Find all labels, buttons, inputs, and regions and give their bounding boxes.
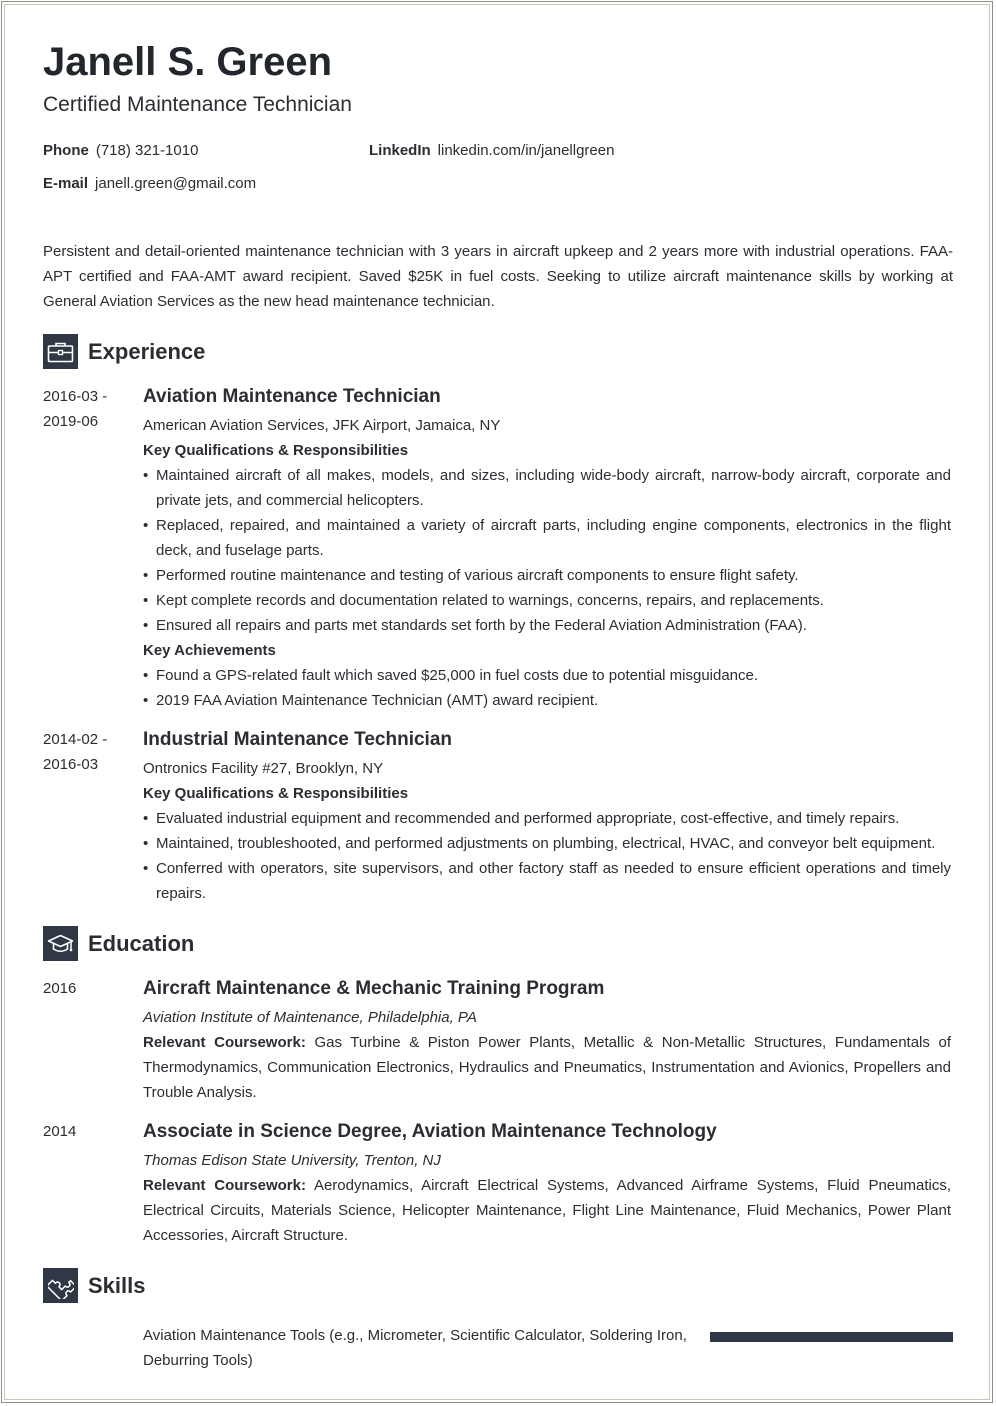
experience-title: Experience: [88, 338, 206, 364]
education-entry: [43, 1119, 953, 1248]
coursework-label: Relevant Coursework:: [143, 1034, 306, 1051]
qualifications-list: [143, 806, 951, 906]
education-title: Education: [88, 930, 195, 956]
puzzle-icon: [43, 1268, 78, 1303]
education-date: 2014: [43, 1123, 77, 1140]
list-item: • Found a GPS-related fault which saved $25,000 in fuel costs due to potential misguidance.: [143, 663, 951, 688]
list-item: • 2019 FAA Aviation Maintenance Technician (AMT) award recipient.: [143, 688, 951, 713]
contact-phone: [43, 142, 198, 159]
job-title: Industrial Maintenance Technician: [143, 729, 452, 750]
coursework: [143, 1030, 951, 1105]
degree-title: Aircraft Maintenance & Mechanic Training Program: [143, 978, 605, 999]
briefcase-icon: [43, 334, 78, 369]
list-item: • Performed routine maintenance and testing of various aircraft components to ensure flight safety.: [143, 563, 951, 588]
job-company: Ontronics Facility #27, Brooklyn, NY: [143, 760, 384, 777]
skills-title: Skills: [88, 1272, 146, 1298]
skills-header: [43, 1268, 953, 1303]
achievements-heading: Key Achievements: [143, 642, 276, 659]
list-item: • Kept complete records and documentation related to warnings, concerns, repairs, and replacements.: [143, 588, 951, 613]
email-label: E-mail: [43, 175, 89, 192]
resume: [43, 38, 953, 1373]
school-name: Thomas Edison State University, Trenton, NJ: [143, 1152, 441, 1169]
school-name: Aviation Institute of Maintenance, Philadelphia, PA: [143, 1009, 477, 1026]
candidate-name: Janell S. Green: [43, 40, 333, 84]
list-item: • Evaluated industrial equipment and recommended and performed appropriate, cost-effective, and timely repairs.: [143, 806, 951, 831]
qualifications-list: [143, 463, 951, 638]
qualifications-heading: Key Qualifications & Responsibilities: [143, 785, 409, 802]
linkedin-value[interactable]: linkedin.com/in/janellgreen: [437, 142, 615, 159]
qualifications-heading: Key Qualifications & Responsibilities: [143, 442, 409, 459]
education-header: [43, 926, 953, 961]
coursework-label: Relevant Coursework:: [143, 1177, 306, 1194]
list-item: • Ensured all repairs and parts met standards set forth by the Federal Aviation Administration (FAA).: [143, 613, 951, 638]
list-item: • Conferred with operators, site supervisors, and other factory staff as needed to ensure efficient operations and timely repairs.: [143, 856, 951, 906]
experience-entry: [43, 727, 953, 906]
contact-email: [43, 175, 256, 192]
experience-entry: [43, 384, 953, 713]
coursework: [143, 1173, 951, 1248]
skill-name: Aviation Maintenance Tools (e.g., Micrometer, Scientific Calculator, Soldering Iron, Deburring Tools): [143, 1327, 687, 1369]
job-dates: 2016-03 - 2019-06: [43, 388, 108, 430]
education-entry: [43, 976, 953, 1105]
email-value[interactable]: janell.green@gmail.com: [95, 175, 257, 192]
degree-title: Associate in Science Degree, Aviation Maintenance Technology: [143, 1121, 717, 1142]
contact-linkedin: [369, 142, 614, 159]
contact-info: [43, 142, 953, 212]
list-item: • Replaced, repaired, and maintained a variety of aircraft parts, including engine components, electronics in the flight deck, and fuselage parts.: [143, 513, 951, 563]
skill-level-bar: [710, 1332, 953, 1342]
coursework-text: Gas Turbine & Piston Power Plants, Metallic & Non-Metallic Structures, Fundamentals of Thermodynamics, Communication Electronics, Hydraulics and Pneumatics, Instrumentation and Avionics, Propellers and Trouble Analysis.: [143, 1034, 951, 1101]
education-date: 2016: [43, 980, 77, 997]
job-company: American Aviation Services, JFK Airport, Jamaica, NY: [143, 417, 501, 434]
phone-label: Phone: [43, 142, 89, 159]
phone-value: (718) 321-1010: [95, 142, 199, 159]
experience-header: [43, 334, 953, 369]
list-item: • Maintained aircraft of all makes, models, and sizes, including wide-body aircraft, narrow-body aircraft, corporate and private jets, and commercial helicopters.: [143, 463, 951, 513]
linkedin-label: LinkedIn: [369, 142, 431, 159]
coursework-text: Aerodynamics, Aircraft Electrical Systems, Advanced Airframe Systems, Fluid Pneumatics, Electrical Circuits, Materials Science, Helicopter Maintenance, Flight Line Maintenance, Fluid Mechanics, Power Plant Accessories, Aircraft Structure.: [143, 1177, 951, 1244]
summary: Persistent and detail-oriented maintenance technician with 3 years in aircraft upkeep and 2 years more with industrial operations. FAA-APT certified and FAA-AMT award recipient. Saved $25K in fuel costs. Seeking to utilize aircraft maintenance skills by working at General Aviation Services as the new head maintenance technician.: [43, 243, 953, 310]
job-dates: 2014-02 - 2016-03: [43, 731, 108, 773]
job-title: Aviation Maintenance Technician: [143, 386, 441, 407]
graduation-cap-icon: [43, 926, 78, 961]
list-item: • Maintained, troubleshooted, and performed adjustments on plumbing, electrical, HVAC, and conveyor belt equipment.: [143, 831, 951, 856]
skill-item: [143, 1323, 953, 1373]
achievements-list: [143, 663, 951, 713]
job-headline: Certified Maintenance Technician: [43, 93, 352, 116]
